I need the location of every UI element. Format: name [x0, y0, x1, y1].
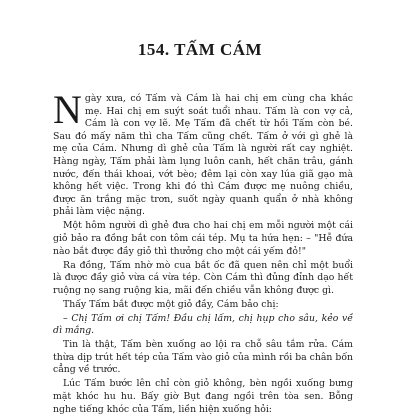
dialogue-line: – Chị Tấm ơi chị Tấm! Đầu chị lấm, chị hụp cho sâu, kẻo về dì mắng.	[53, 312, 353, 337]
paragraph: Ra đồng, Tấm nhờ mò cua bắt ốc đã quen nên chỉ một buổi là được đầy giỏ vừa cá vừa tép. Còn Cám thì đủng đỉnh dạo hết ruộng nọ sang ruộng kia, mãi đến chiều vẫn không được gì.	[53, 259, 353, 296]
paragraph: Tin là thật, Tấm bèn xuống ao lội ra chỗ sâu tắm rửa. Cám thừa dịp trút hết tép của Tấm vào giỏ của mình rồi ba chân bốn cẳng về trước.	[53, 339, 353, 376]
paragraph: Một hôm người dì ghẻ đưa cho hai chị em mỗi người một cái giỏ bảo ra đồng bắt con tôm cái tép. Mụ ta hứa hẹn: – "Hễ đứa nào bắt được đầy giỏ thì thưởng cho một cái yếm đỏ!"	[53, 220, 353, 257]
paragraph: Lúc Tấm bước lên chỉ còn giỏ không, bèn ngồi xuống bưng mặt khóc hu hu. Bấy giờ Bụt đang ngồi trên tòa sen. Bỗng nghe tiếng khóc của Tấm, liền hiện xuống hỏi:	[53, 378, 353, 415]
story-text	[53, 87, 353, 418]
paragraph	[53, 87, 353, 219]
chapter-title: 154. TẤM CÁM	[137, 40, 263, 59]
paragraph: Thấy Tấm bắt được một giỏ đầy, Cám bảo chị:	[63, 298, 279, 310]
paragraph-text: gày xưa, có Tấm và Cám là hai chị em cùng cha khác mẹ. Hai chị em suýt soát tuổi nhau. Tấm là con vợ cả, Cám là con vợ lẽ. Mẹ Tấm đã chết từ hồi Tấm còn bé. Sau đó mấy năm thì cha Tấm cũng chết. Tấm ở với gì ghẻ là mẹ của Cám. Nhưng dì ghẻ của Tấm là người rất cay nghiệt. Hàng ngày, Tấm phải làm lụng luôn canh, hết chăn trâu, gánh nước, đến thái khoai, vớt bèo; đêm lại còn xay lúa giã gạo mà không hết việc. Trong khi đó thì Cám được mẹ nuông chiều, được ăn trắng mặc trơn, suốt ngày quanh quẩn ở nhà không phải làm việc nặng.	[53, 93, 353, 218]
drop-cap-letter: N	[53, 87, 82, 132]
